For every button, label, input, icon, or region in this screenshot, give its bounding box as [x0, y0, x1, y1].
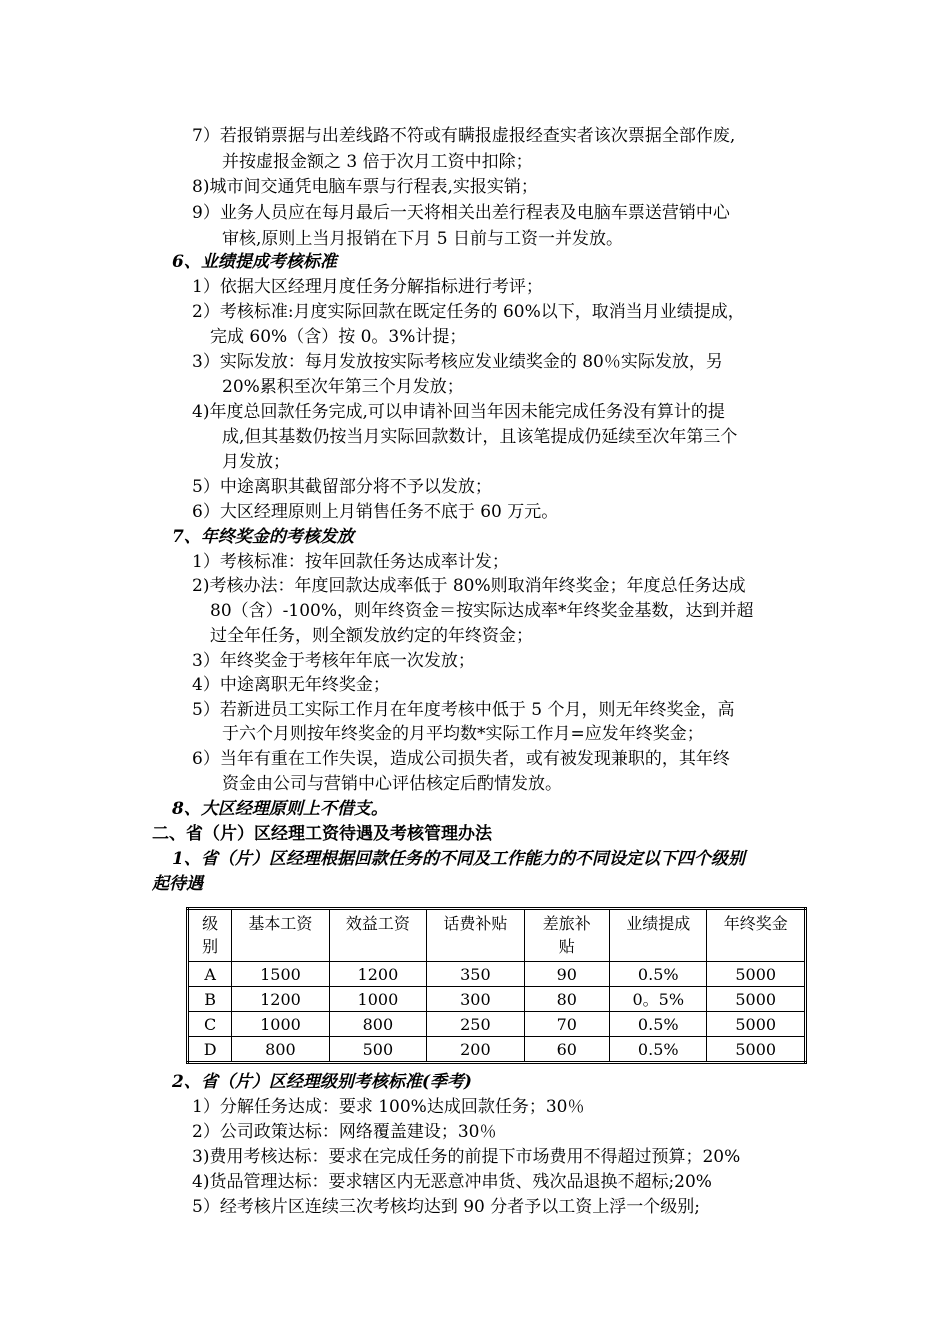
header-cell-year-end-bonus: 年终奖金 [707, 909, 806, 962]
salary-level-table [186, 907, 807, 1064]
table-row [188, 1037, 806, 1063]
section-6-item-3-line-2: 20%累积至次年第三个月发放； [222, 377, 464, 397]
table-cell: 0.5% [610, 1037, 707, 1063]
table-cell: 250 [427, 1012, 524, 1037]
section-6-item-2-line-2: 完成 60%（含）按 0。3%计提； [210, 327, 467, 347]
table-cell: 800 [329, 1012, 426, 1037]
table-row [188, 987, 806, 1012]
section-7-item-3: 3）年终奖金于考核年年底一次发放； [192, 651, 475, 671]
section-7-heading: 7、年终奖金的考核发放 [172, 527, 354, 547]
part-two-section-1-line-1: 1、省（片）区经理根据回款任务的不同及工作能力的不同设定以下四个级别 [172, 849, 745, 869]
table-cell: 1000 [329, 987, 426, 1012]
table-cell: 90 [524, 962, 609, 987]
table-cell: 1000 [232, 1012, 329, 1037]
section-7-item-6-line-2: 资金由公司与营销中心评估核定后酌情发放。 [222, 774, 562, 794]
section-8-heading: 8、大区经理原则上不借支。 [172, 799, 388, 819]
table-cell: 500 [329, 1037, 426, 1063]
table-cell: 5000 [707, 1037, 806, 1063]
table-cell: 200 [427, 1037, 524, 1063]
table-cell: 70 [524, 1012, 609, 1037]
header-cell-level: 级 别 [188, 909, 232, 962]
header-cell-travel-allowance: 差旅补 贴 [524, 909, 609, 962]
section-6-heading: 6、业绩提成考核标准 [172, 252, 337, 272]
section-7-item-4: 4）中途离职无年终奖金； [192, 675, 390, 695]
section-7-item-6-line-1: 6）当年有重在工作失误，造成公司损失者，或有被发现兼职的，其年终 [192, 749, 730, 769]
section-6-item-4-line-2: 成,但其基数仍按当月实际回款数计，且该笔提成仍延续至次年第三个 [222, 427, 738, 447]
part-two-section-2-item-3: 3)费用考核达标：要求在完成任务的前提下市场费用不得超过预算；20% [192, 1147, 741, 1167]
table-cell: C [188, 1012, 232, 1037]
section-6-item-4-line-3: 月发放； [222, 452, 290, 472]
table-cell: A [188, 962, 232, 987]
table-cell: 0。5% [610, 987, 707, 1012]
section-7-item-2-line-3: 过全年任务，则全额发放约定的年终资金； [210, 626, 533, 646]
header-cell-base-salary: 基本工资 [232, 909, 329, 962]
section-6-item-6: 6）大区经理原则上月销售任务不底于 60 万元。 [192, 502, 559, 522]
table-cell: 300 [427, 987, 524, 1012]
table-cell: B [188, 987, 232, 1012]
part-two-section-2-item-2: 2）公司政策达标：网络覆盖建设；30％ [192, 1122, 497, 1142]
section-7-item-5-line-2: 于六个月则按年终奖金的月平均数*实际工作月=应发年终奖金； [222, 724, 704, 744]
table-cell: 1500 [232, 962, 329, 987]
table-cell: 0.5% [610, 962, 707, 987]
part-two-section-2-heading: 2、省（片）区经理级别考核标准(季考) [172, 1072, 472, 1092]
table-cell: 1200 [329, 962, 426, 987]
header-cell-performance-salary: 效益工资 [329, 909, 426, 962]
section-6-item-4-line-1: 4)年度总回款任务完成,可以申请补回当年因未能完成任务没有算计的提 [192, 402, 725, 422]
table-cell: 5000 [707, 962, 806, 987]
table-cell: 1200 [232, 987, 329, 1012]
table-cell: D [188, 1037, 232, 1063]
table-row [188, 1012, 806, 1037]
table-cell: 5000 [707, 1012, 806, 1037]
section-6-item-5: 5）中途离职其截留部分将不予以发放； [192, 477, 492, 497]
part-two-section-1-line-2: 起待遇 [152, 874, 203, 894]
clause-8: 8)城市间交通凭电脑车票与行程表,实报实销； [192, 177, 538, 197]
part-two-heading: 二、省（片）区经理工资待遇及考核管理办法 [152, 824, 492, 844]
clause-9-line-2: 审核,原则上当月报销在下月 5 日前与工资一并发放。 [222, 229, 624, 249]
table-cell: 80 [524, 987, 609, 1012]
section-7-item-2-line-2: 80（含）-100%，则年终资金＝按实际达成率*年终奖金基数，达到并超 [210, 601, 754, 621]
section-6-item-1: 1）依据大区经理月度任务分解指标进行考评； [192, 277, 543, 297]
table-cell: 0.5% [610, 1012, 707, 1037]
clause-7-line-2: 并按虚报金额之 3 倍于次月工资中扣除； [222, 152, 533, 172]
part-two-section-2-item-4: 4)货品管理达标：要求辖区内无恶意冲串货、残次品退换不超标;20% [192, 1172, 712, 1192]
table-row [188, 962, 806, 987]
clause-7-line-1: 7）若报销票据与出差线路不符或有瞒报虚报经查实者该次票据全部作废, [192, 126, 736, 146]
header-cell-phone-allowance: 话费补贴 [427, 909, 524, 962]
table-header-row [188, 909, 806, 962]
section-7-item-2-line-1: 2)考核办法：年度回款达成率低于 80%则取消年终奖金；年度总任务达成 [192, 576, 746, 596]
table-cell: 60 [524, 1037, 609, 1063]
section-7-item-1: 1）考核标准：按年回款任务达成率计发； [192, 552, 509, 572]
section-7-item-5-line-1: 5）若新进员工实际工作月在年度考核中低于 5 个月，则无年终奖金，高 [192, 700, 735, 720]
part-two-section-2-item-1: 1）分解任务达成：要求 100%达成回款任务；30％ [192, 1097, 585, 1117]
section-6-item-3-line-1: 3）实际发放：每月发放按实际考核应发业绩奖金的 80％实际发放，另 [192, 352, 723, 372]
clause-9-line-1: 9）业务人员应在每月最后一天将相关出差行程表及电脑车票送营销中心 [192, 203, 730, 223]
table-cell: 5000 [707, 987, 806, 1012]
header-cell-commission: 业绩提成 [610, 909, 707, 962]
section-6-item-2-line-1: 2）考核标准:月度实际回款在既定任务的 60%以下，取消当月业绩提成， [192, 302, 745, 322]
part-two-section-2-item-5: 5）经考核片区连续三次考核均达到 90 分者予以工资上浮一个级别; [192, 1197, 700, 1217]
table-cell: 800 [232, 1037, 329, 1063]
table-cell: 350 [427, 962, 524, 987]
